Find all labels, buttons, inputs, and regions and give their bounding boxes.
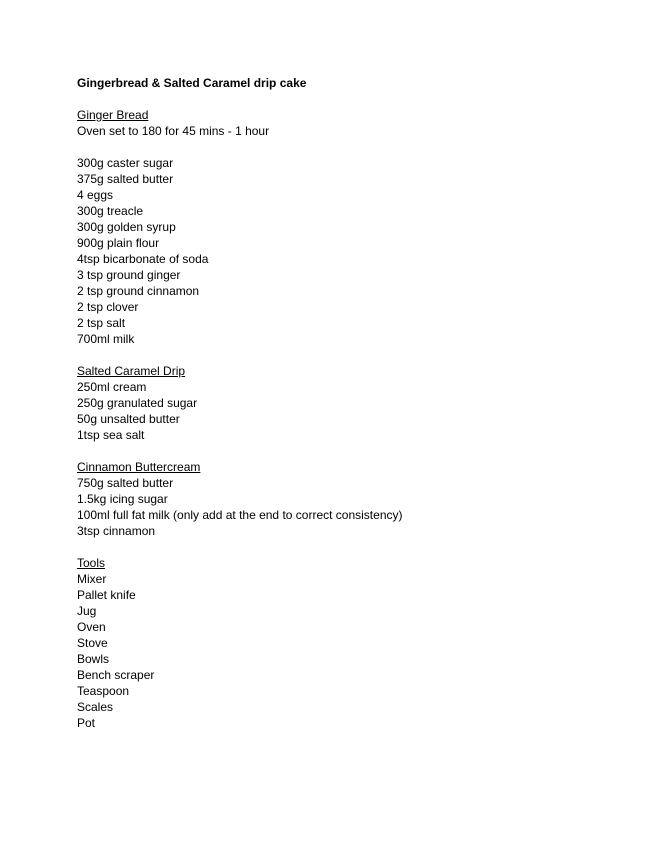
- section-tools: [77, 555, 637, 731]
- ingredient-item: 700ml milk: [77, 332, 135, 346]
- tool-item: Stove: [77, 636, 108, 650]
- ingredient-item: 250g granulated sugar: [77, 396, 198, 410]
- section-heading: Tools: [77, 556, 106, 570]
- tool-item: Oven: [77, 620, 106, 634]
- ingredient-item: 1.5kg icing sugar: [77, 492, 168, 506]
- section-ginger-bread: [77, 107, 637, 347]
- ingredient-item: 4 eggs: [77, 188, 114, 202]
- tool-item: Pot: [77, 716, 96, 730]
- ingredient-item: 4tsp bicarbonate of soda: [77, 252, 209, 266]
- tool-item: Bowls: [77, 652, 110, 666]
- section-cinnamon-buttercream: [77, 459, 637, 539]
- document-page: [77, 75, 637, 747]
- ingredient-item: 1tsp sea salt: [77, 428, 145, 442]
- ingredient-item: 50g unsalted butter: [77, 412, 180, 426]
- oven-note: Oven set to 180 for 45 mins - 1 hour: [77, 124, 270, 138]
- tool-item: Scales: [77, 700, 114, 714]
- tool-item: Jug: [77, 604, 97, 618]
- tool-item: Mixer: [77, 572, 107, 586]
- ingredient-item: 2 tsp clover: [77, 300, 139, 314]
- section-salted-caramel-drip: [77, 363, 637, 443]
- ingredient-item: 100ml full fat milk (only add at the end to correct consistency): [77, 508, 403, 522]
- ingredient-item: 300g caster sugar: [77, 156, 174, 170]
- tool-item: Pallet knife: [77, 588, 136, 602]
- tool-item: Bench scraper: [77, 668, 155, 682]
- ingredient-item: 375g salted butter: [77, 172, 174, 186]
- ingredient-item: 250ml cream: [77, 380, 147, 394]
- ingredient-item: 3 tsp ground ginger: [77, 268, 181, 282]
- ingredient-item: 2 tsp salt: [77, 316, 126, 330]
- section-heading: Salted Caramel Drip: [77, 364, 186, 378]
- ingredient-item: 300g golden syrup: [77, 220, 176, 234]
- ingredient-item: 3tsp cinnamon: [77, 524, 156, 538]
- section-heading: Ginger Bread: [77, 108, 149, 122]
- ingredient-item: 2 tsp ground cinnamon: [77, 284, 200, 298]
- ingredient-item: 900g plain flour: [77, 236, 160, 250]
- ingredient-item: 750g salted butter: [77, 476, 174, 490]
- document-title: Gingerbread & Salted Caramel drip cake: [77, 76, 307, 90]
- section-heading: Cinnamon Buttercream: [77, 460, 201, 474]
- ingredient-item: 300g treacle: [77, 204, 144, 218]
- tool-item: Teaspoon: [77, 684, 130, 698]
